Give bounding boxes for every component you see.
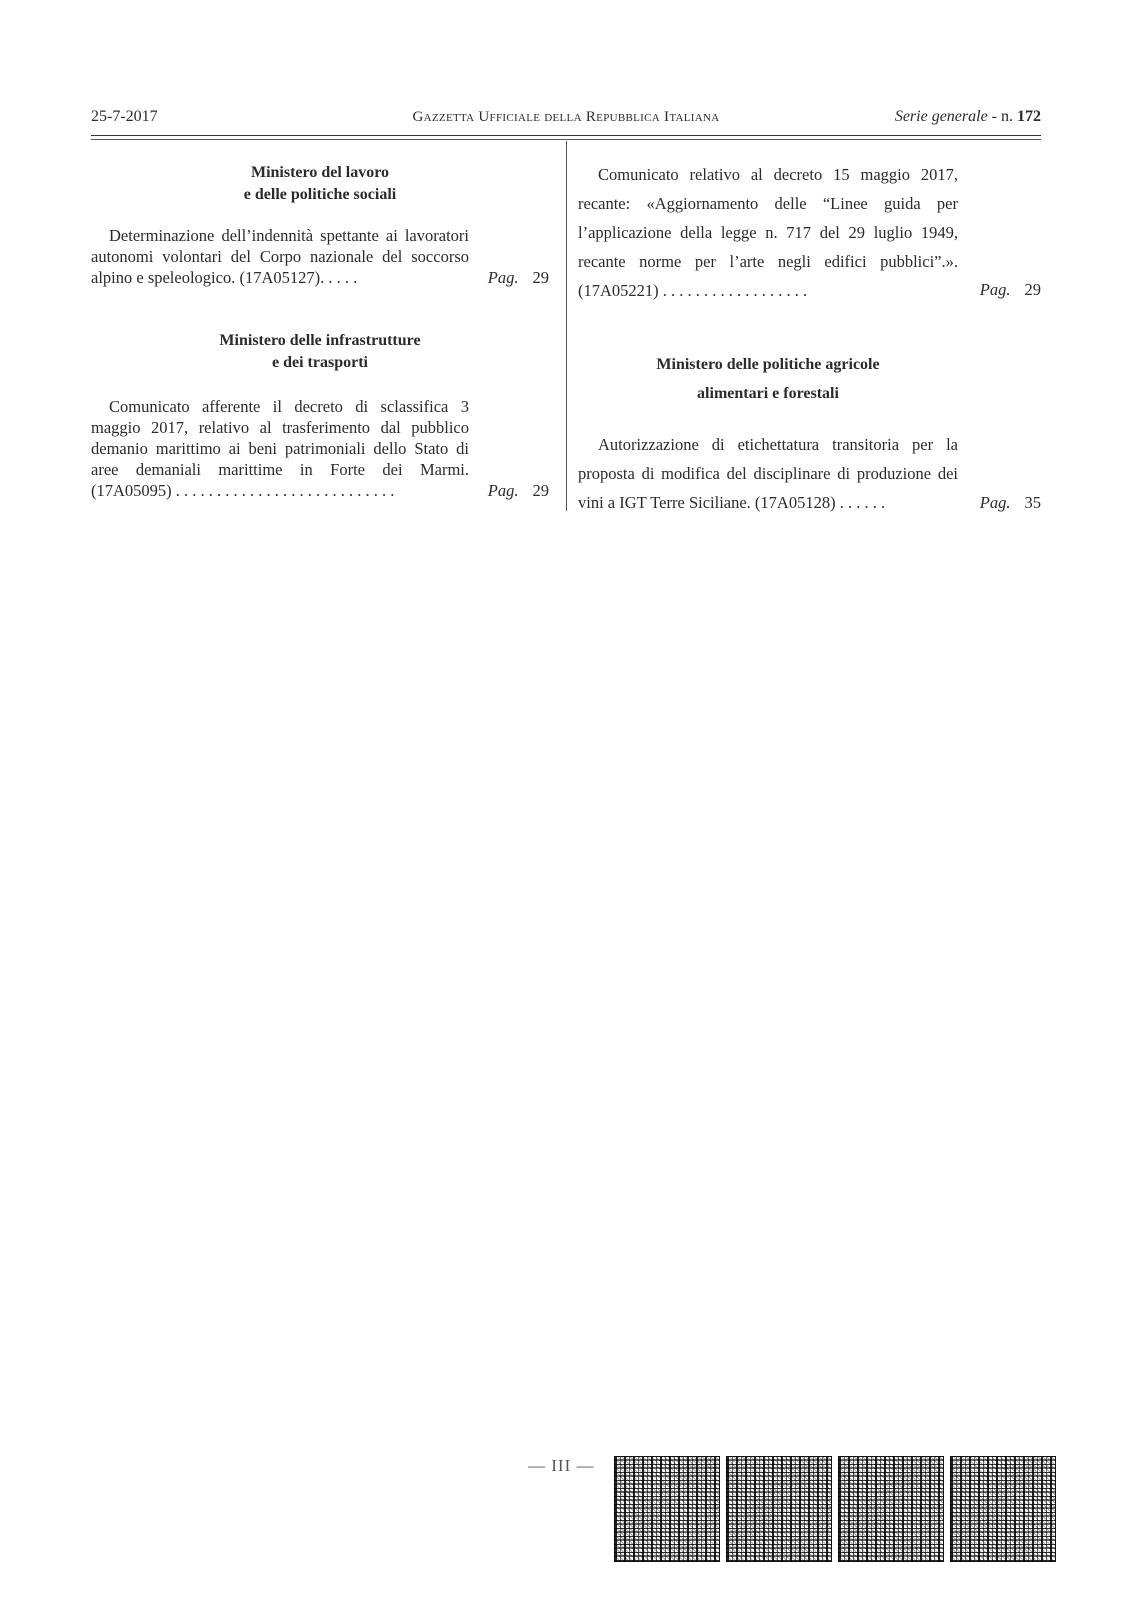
pag-number: 29 (1024, 280, 1041, 299)
entry-heading (578, 350, 958, 408)
header-rule-thick (91, 135, 1041, 136)
heading-line: e delle politiche sociali (243, 186, 397, 203)
pag-label: Pag. (487, 481, 519, 500)
pag-number: 29 (532, 481, 549, 500)
serie-number: 172 (1017, 108, 1041, 125)
pag-number: 35 (1024, 493, 1041, 512)
datamatrix-code (950, 1456, 1056, 1562)
datamatrix-code (838, 1456, 944, 1562)
toc-entry[interactable] (578, 430, 1041, 517)
heading-line: Ministero del lavoro (250, 164, 390, 181)
entry-text: Comunicato relativo al decreto 15 maggio 2017, recante: «Aggiornamento delle “Linee guida per l’applicazione della legge n. 717 del 29 luglio 1949, recante norme per l’arte negli edifici pubblici”.». (17A05221) . . . . . . . . . . . . . . . . . . (578, 165, 958, 300)
entry-page-ref (488, 480, 549, 501)
column-divider (566, 141, 567, 511)
entry-heading (91, 330, 549, 374)
entry-text: Autorizzazione di etichettatura transitoria per la proposta di modifica del disciplinare di produzione dei vini a IGT Terre Siciliane. (17A05128) . . . . . . (578, 435, 958, 512)
toc-entry[interactable] (91, 396, 549, 501)
page-header (91, 108, 1041, 132)
pag-label: Pag. (487, 268, 519, 287)
pag-label: Pag. (979, 493, 1011, 512)
entry-page-ref (488, 267, 549, 288)
entry-text: Comunicato afferente il decreto di sclassifica 3 maggio 2017, relativo al trasferimento dal pubblico demanio marittimo ai beni patrimoniali dello Stato di aree demaniali marittime in Forte dei Marmi. (17A05095) . . . . . . . . . . . . . . . . . . . . . . . . . . . (91, 397, 469, 500)
entry-text: Determinazione dell’indennità spettante ai lavoratori autonomi volontari del Corpo nazionale del soccorso alpino e speleologico. (17A05127). . . . . (91, 226, 469, 287)
heading-line: alimentari e forestali (697, 385, 839, 402)
heading-line: e dei trasporti (272, 354, 368, 371)
datamatrix-code (614, 1456, 720, 1562)
header-rule-thin (91, 139, 1041, 140)
entry-page-ref (980, 275, 1041, 305)
heading-line: Ministero delle politiche agricole (656, 356, 880, 373)
datamatrix-codes (614, 1456, 1056, 1562)
toc-entry[interactable] (91, 225, 549, 288)
entry-page-ref (980, 488, 1041, 517)
pag-label: Pag. (979, 280, 1011, 299)
toc-entry[interactable] (578, 160, 1041, 305)
header-serie (895, 108, 1041, 126)
serie-separator: - n. (987, 108, 1017, 125)
heading-line: Ministero delle infrastrutture (219, 332, 421, 349)
page-number: — III — (528, 1456, 595, 1475)
serie-label: Serie generale (894, 108, 988, 125)
entry-heading (91, 162, 549, 206)
pag-number: 29 (532, 268, 549, 287)
header-title: Gazzetta Ufficiale della Repubblica Italiana (412, 109, 720, 125)
datamatrix-code (726, 1456, 832, 1562)
header-date: 25-7-2017 (91, 108, 158, 125)
